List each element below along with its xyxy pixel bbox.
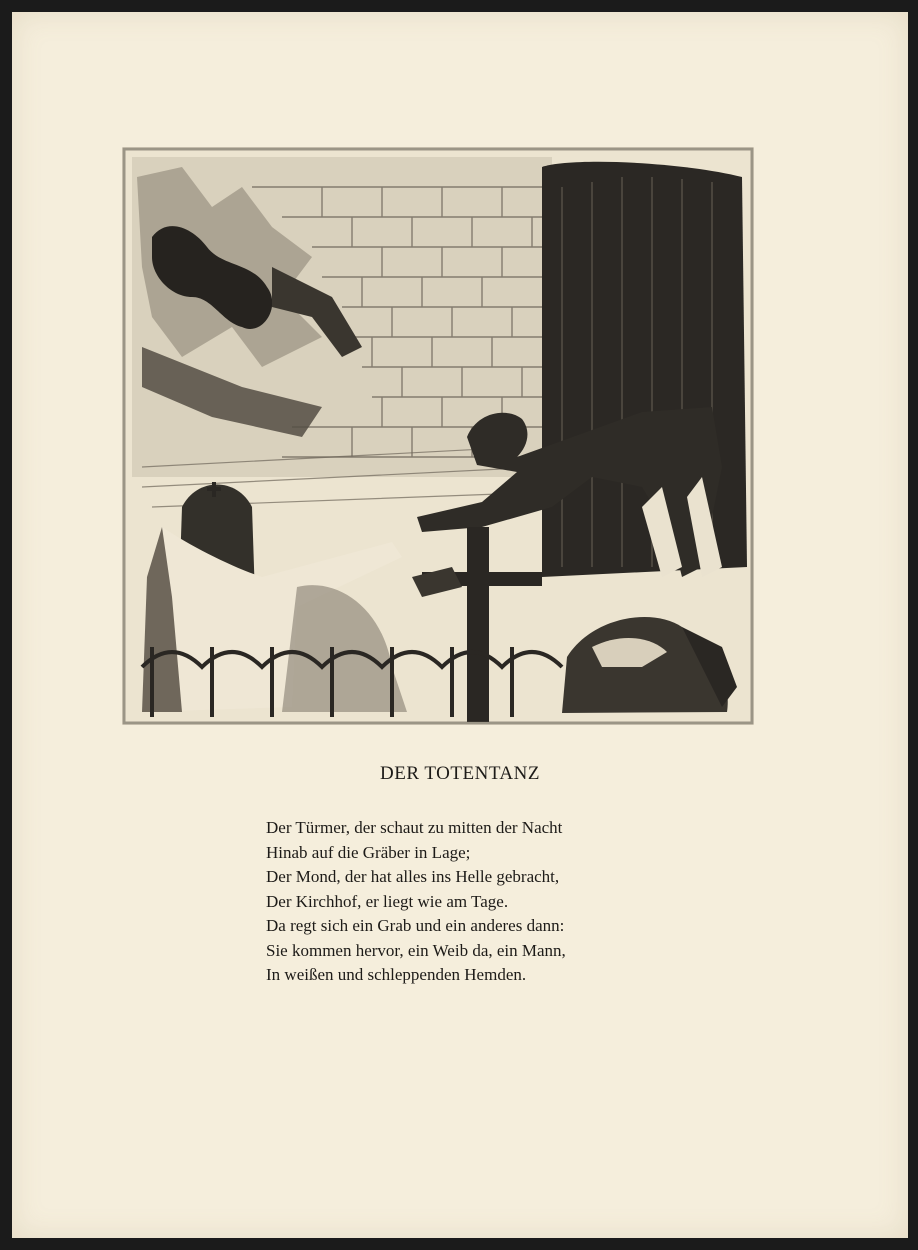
poem-title: DER TOTENTANZ — [380, 763, 540, 784]
poem-line: Da regt sich ein Grab und ein anderes dann: — [266, 916, 565, 935]
paper-sheet — [12, 12, 908, 1238]
poem-stanza — [266, 816, 566, 988]
poem-line: Der Türmer, der schaut zu mitten der Nacht — [266, 818, 563, 837]
poem-line: Sie kommen hervor, ein Weib da, ein Mann, — [266, 940, 566, 960]
poem-line: In weißen und schleppenden Hemden. — [266, 965, 527, 984]
poem-line: Hinab auf die Gräber in Lage; — [266, 842, 471, 862]
poem-line: Der Kirchhof, er liegt wie am Tage. — [266, 891, 509, 911]
poem-line: Der Mond, der hat alles ins Helle gebracht, — [266, 867, 560, 886]
lithograph-illustration — [122, 147, 754, 725]
